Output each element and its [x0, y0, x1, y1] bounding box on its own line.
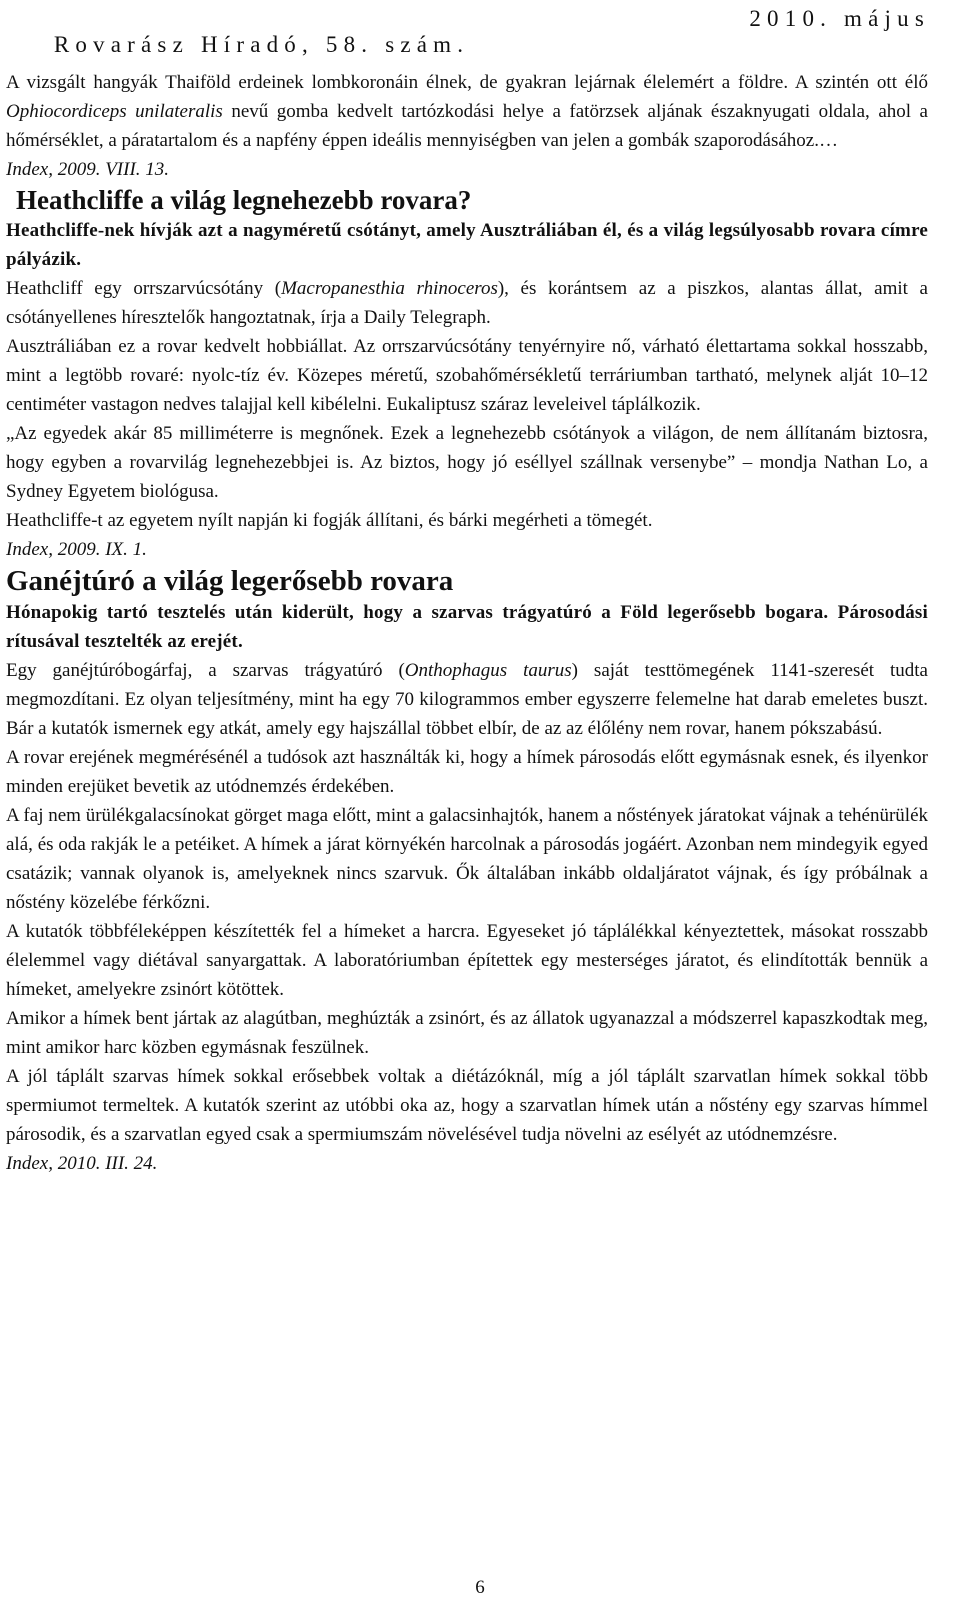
- body-paragraph: Amikor a hímek bent jártak az alagútban, meghúzták a zsinórt, és az állatok ugyanazzal a módszerrel kapaszkodtak meg, mint amikor harc közben egymásnak feszülnek.: [6, 1008, 928, 1058]
- body-paragraph: Egy ganéjtúróbogárfaj, a szarvas trágyatúró (Onthophagus taurus) saját testtömegének 1141-szeresét tudta megmozdítani. Ez olyan teljesítmény, mint ha egy 70 kilogrammos ember egyszerre felemelne hat darab emeletes buszt. Bár a kutatók ismernek egy atkát, amely egy hajszállal többet elbír, de az az élőlény nem rovar, hanem pókszabású.: [6, 660, 928, 739]
- body-paragraph: Ausztráliában ez a rovar kedvelt hobbiállat. Az orrszarvúcsótány tenyérnyire nő, várható élettartama sokkal hosszabb, mint a legtöbb rovaré: nyolc-tíz év. Közepes méretű, szobahőmérsékletű terráriumban tartható, melynek alját 10–12 centiméter vastagon nedves talajjal kell kibélelni. Eukaliptusz száraz leveleivel táplálkozik.: [6, 336, 928, 415]
- article-source: Index, 2009. VIII. 13.: [6, 159, 170, 180]
- article-title: Ganéjtúró a világ legerősebb rovara: [6, 565, 454, 597]
- header-publication: Rovarász Híradó, 58. szám.: [53, 32, 470, 57]
- species-name: Ophiocordiceps unilateralis: [6, 101, 223, 122]
- article-source: Index, 2009. IX. 1.: [6, 539, 147, 560]
- body-paragraph: A faj nem ürülékgalacsínokat görget maga előtt, mint a galacsinhajtók, hanem a nőstények járatokat vájnak a tehénürülék alá, és oda rakják le a petéiket. A hímek a járat környékén harcolnak a párosodás jogáért. Azonban nem mindegyik egyed csatázik; vannak olyanok is, amelyeknek nincs szarvuk. Ők általában inkább oldaljáratot vájnak, és így próbálnak a nőstény közelébe férkőzni.: [6, 805, 928, 913]
- body-paragraph: Heathcliff egy orrszarvúcsótány (Macropanesthia rhinoceros), és korántsem az a piszkos, alantas állat, amit a csótányellenes híresztelők hangoztatnak, írja a Daily Telegraph.: [6, 278, 928, 328]
- body-paragraph: A jól táplált szarvas hímek sokkal erősebbek voltak a diétázóknál, míg a jól táplált szarvatlan hímek sokkal több spermiumot termeltek. A kutatók szerint az utóbbi oka az, hogy a szarvatlan hímek után a nőstény egy szarvas hímmel párosodik, és a szarvatlan egyed csak a spermiumszám növelésével tudja növelni az esélyét az utódnemzésre.: [6, 1066, 928, 1145]
- article-dung-beetle: [6, 564, 928, 1178]
- page-content: [6, 68, 928, 1178]
- body-paragraph: A vizsgált hangyák Thaiföld erdeinek lombkoronáin élnek, de gyakran lejárnak élelemért a földre. A szintén ott élő Ophiocordiceps unilateralis nevű gomba kedvelt tartózkodási helye a fatörzsek aljának északnyugati oldala, ahol a hőmérséklet, a páratartalom és a napfény éppen ideális mennyiségben van jelen a gombák szaporodásához.…: [6, 72, 928, 151]
- article-title: Heathcliffe a világ legnehezebb rovara?: [16, 185, 472, 215]
- article-heathcliffe: [6, 184, 928, 564]
- page-number: 6: [475, 1577, 485, 1598]
- species-name: Onthophagus taurus: [404, 660, 572, 681]
- article-lead: Heathcliffe-nek hívják azt a nagyméretű csótányt, amely Ausztráliában él, és a világ legsúlyosabb rovara címre pályázik.: [6, 220, 928, 270]
- header-date: 2010. május: [749, 6, 930, 31]
- body-paragraph: „Az egyedek akár 85 milliméterre is megnőnek. Ezek a legnehezebb csótányok a világon, de nem állítanám biztosra, hogy egyben a rovarvilág legnehezebbjei is. Az biztos, hogy jó eséllyel szállnak versenybe” – mondja Nathan Lo, a Sydney Egyetem biológusa.: [6, 423, 928, 502]
- article-lead: Hónapokig tartó tesztelés után kiderült, hogy a szarvas trágyatúró a Föld legerősebb bogara. Párosodási rítusával tesztelték az erejét.: [6, 602, 928, 652]
- species-name: Macropanesthia rhinoceros: [281, 278, 498, 299]
- body-paragraph: A rovar erejének megmérésénél a tudósok azt használták ki, hogy a hímek párosodás előtt egymásnak esnek, és ilyenkor minden erejüket bevetik az utódnemzés érdekében.: [6, 747, 928, 797]
- body-paragraph: A kutatók többféleképpen készítették fel a hímeket a harcra. Egyeseket jó táplálékkal kényeztettek, másokat rosszabb élelemmel vagy diétával sanyargattak. A laboratóriumban építettek egy mesterséges járatot, és elindították bennük a hímeket, amelyekre zsinórt kötöttek.: [6, 921, 928, 1000]
- body-paragraph: Heathcliffe-t az egyetem nyílt napján ki fogják állítani, és bárki megérheti a tömegét.: [6, 510, 653, 531]
- article-source: Index, 2010. III. 24.: [6, 1153, 158, 1174]
- article-ant-fungus: [6, 68, 928, 184]
